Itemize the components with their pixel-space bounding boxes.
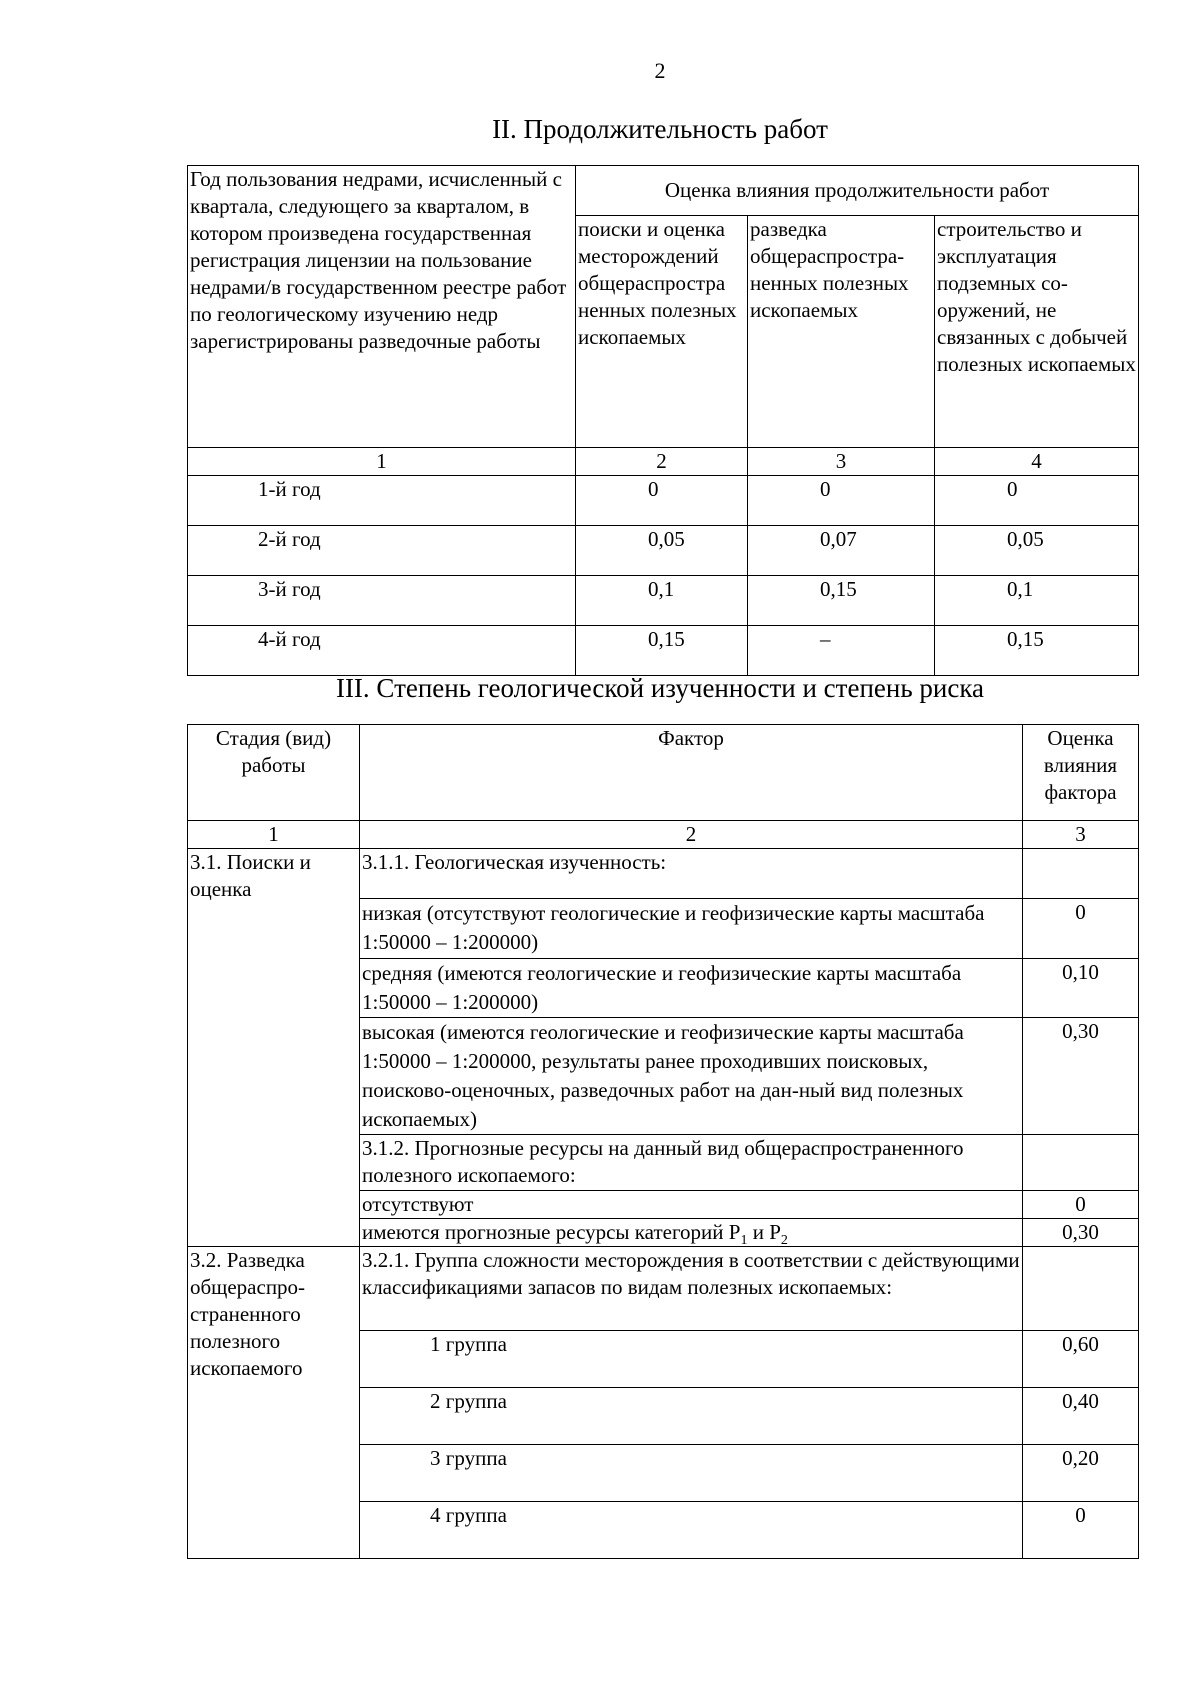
duration-year: 1-й год [188, 476, 576, 526]
risk-factor: отсутствуют [360, 1191, 1023, 1219]
risk-value [1023, 1135, 1139, 1191]
risk-header-value: Оценка влияния фактора [1023, 725, 1139, 821]
duration-colnum: 4 [935, 448, 1139, 476]
table-row [188, 626, 1139, 676]
duration-year: 2-й год [188, 526, 576, 576]
risk-factor: средняя (имеются геологические и геофизические карты масштаба 1:50000 – 1:200000) [360, 959, 1023, 1018]
duration-value: 0,1 [935, 576, 1139, 626]
risk-factor: 2 группа [360, 1388, 1023, 1445]
risk-value: 0,30 [1023, 1219, 1139, 1247]
risk-stage-search: 3.1. Поиски и оценка [188, 849, 360, 1247]
table-row [188, 576, 1139, 626]
risk-factor [360, 1219, 1023, 1247]
page-number: 2 [654, 58, 666, 83]
risk-value [1023, 1247, 1139, 1331]
section-2-title: II. Продолжительность работ [492, 114, 828, 144]
risk-value: 0,20 [1023, 1445, 1139, 1502]
risk-value: 0,30 [1023, 1018, 1139, 1135]
duration-header-group: Оценка влияния продолжительности работ [576, 166, 1139, 216]
duration-value: 0,05 [935, 526, 1139, 576]
duration-colnum: 3 [748, 448, 935, 476]
duration-value: 0,05 [576, 526, 748, 576]
duration-year: 4-й год [188, 626, 576, 676]
risk-value: 0,10 [1023, 959, 1139, 1018]
duration-value: – [748, 626, 935, 676]
table-row [188, 1247, 1139, 1331]
table-row [188, 476, 1139, 526]
risk-header-stage: Стадия (вид) работы [188, 725, 360, 821]
duration-value: 0,1 [576, 576, 748, 626]
duration-header-construction: строительство и эксплуатация подземных со-оружений, не связанных с добычей полезных ископаемых [935, 216, 1139, 448]
risk-factor: 3.2.1. Группа сложности месторождения в соответствии с действующими классификациями запасов по видам полезных ископаемых: [360, 1247, 1023, 1331]
duration-header-exploration: разведка общераспростра-ненных полезных ископаемых [748, 216, 935, 448]
risk-header-factor: Фактор [360, 725, 1023, 821]
duration-value: 0,07 [748, 526, 935, 576]
risk-factor-text: и P [747, 1220, 781, 1244]
duration-colnum: 2 [576, 448, 748, 476]
risk-factor: высокая (имеются геологические и геофизические карты масштаба 1:50000 – 1:200000, результаты ранее проходивших поисковых, поисково-оценочных, разведочных работ на дан-ный вид полезных ископаемых) [360, 1018, 1023, 1135]
subscript: 2 [780, 1233, 788, 1247]
duration-value: 0,15 [935, 626, 1139, 676]
duration-table [187, 165, 1139, 676]
duration-value: 0,15 [748, 576, 935, 626]
risk-stage-exploration: 3.2. Разведка общераспро-страненного полезного ископаемого [188, 1247, 360, 1559]
risk-factor: 1 группа [360, 1331, 1023, 1388]
duration-value: 0,15 [576, 626, 748, 676]
risk-colnum: 1 [188, 821, 360, 849]
duration-header-year: Год пользования недрами, исчисленный с квартала, следующего за кварталом, в котором произведена государственная регистрация лицензии на пользование недрами/в государственном реестре работ по геологическому изучению недр зарегистрированы разведочные работы [188, 166, 576, 448]
subscript: 1 [740, 1233, 748, 1247]
risk-value: 0 [1023, 1191, 1139, 1219]
table-row [188, 849, 1139, 899]
risk-value: 0 [1023, 899, 1139, 959]
risk-value [1023, 849, 1139, 899]
risk-factor: 3.1.1. Геологическая изученность: [360, 849, 1023, 899]
risk-colnum: 3 [1023, 821, 1139, 849]
risk-table [187, 724, 1139, 1559]
risk-factor: 3.1.2. Прогнозные ресурсы на данный вид общераспространенного полезного ископаемого: [360, 1135, 1023, 1191]
duration-colnum: 1 [188, 448, 576, 476]
duration-value: 0 [576, 476, 748, 526]
risk-colnum: 2 [360, 821, 1023, 849]
risk-factor: 4 группа [360, 1502, 1023, 1559]
risk-factor-text: имеются прогнозные ресурсы категорий P [362, 1220, 741, 1244]
table-row [188, 526, 1139, 576]
section-3-title: III. Степень геологической изученности и степень риска [335, 673, 985, 703]
duration-year: 3-й год [188, 576, 576, 626]
duration-value: 0 [935, 476, 1139, 526]
risk-factor: 3 группа [360, 1445, 1023, 1502]
duration-header-search: поиски и оценка месторождений общераспростра ненных полезных ископаемых [576, 216, 748, 448]
risk-value: 0 [1023, 1502, 1139, 1559]
risk-value: 0,60 [1023, 1331, 1139, 1388]
risk-factor: низкая (отсутствуют геологические и геофизические карты масштаба 1:50000 – 1:200000) [360, 899, 1023, 959]
duration-value: 0 [748, 476, 935, 526]
risk-value: 0,40 [1023, 1388, 1139, 1445]
